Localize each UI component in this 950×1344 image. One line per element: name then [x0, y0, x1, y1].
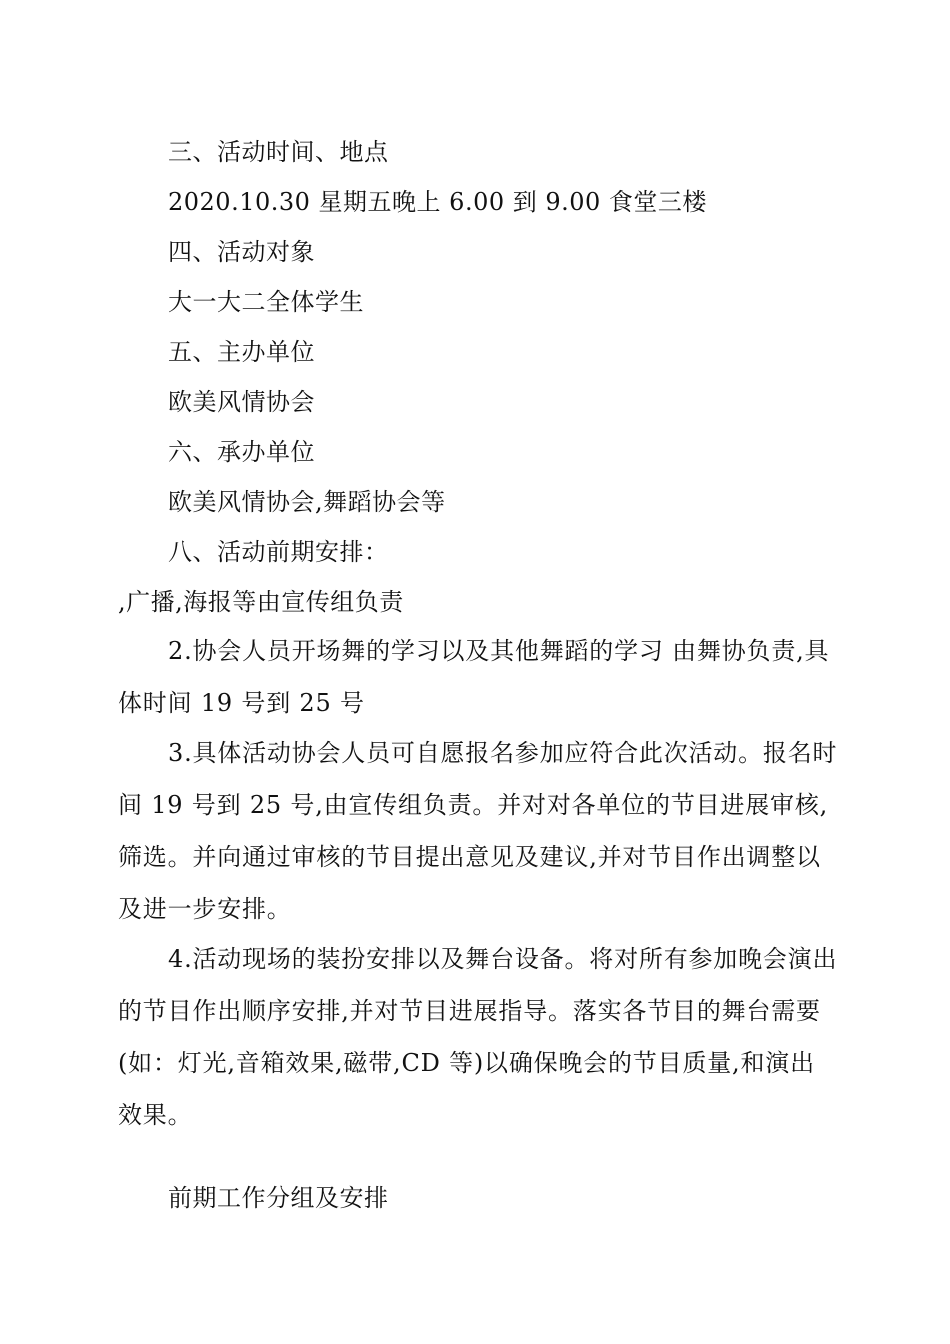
organizer-text: 欧美风情协会: [168, 388, 315, 416]
preparation-item-4: 4.活动现场的装扮安排以及舞台设备。将对所有参加晚会演出的节目作出顺序安排,并对节目进展指导。落实各节目的舞台需要(如：灯光,音箱效果,磁带,CD 等)以确保晚会的节目质量,和演出效果。: [118, 945, 838, 1129]
heading-co-organizer: 六、承办单位: [168, 438, 315, 466]
heading-time-location: 三、活动时间、地点: [168, 138, 389, 166]
heading-organizer: 五、主办单位: [168, 338, 315, 366]
time-location-text: 2020.10.30 星期五晚上 6.00 到 9.00 食堂三楼: [168, 188, 707, 216]
co-organizer-text: 欧美风情协会,舞蹈协会等: [168, 488, 446, 516]
heading-target: 四、活动对象: [168, 238, 315, 266]
heading-preparation: 八、活动前期安排：: [168, 538, 389, 566]
preparation-item-3: 3.具体活动协会人员可自愿报名参加应符合此次活动。报名时间 19 号到 25 号,由宣传组负责。并对对各单位的节目进展审核,筛选。并向通过审核的节目提出意见及建议,并对节目作出调整以及进一步安排。: [118, 739, 838, 923]
section-heading: 前期工作分组及安排: [168, 1184, 389, 1212]
preparation-item-2: 2.协会人员开场舞的学习以及其他舞蹈的学习 由舞协负责,具体时间 19 号到 25 号: [118, 637, 830, 717]
target-text: 大一大二全体学生: [168, 288, 364, 316]
preparation-item-1: ,广播,海报等由宣传组负责: [118, 588, 404, 616]
